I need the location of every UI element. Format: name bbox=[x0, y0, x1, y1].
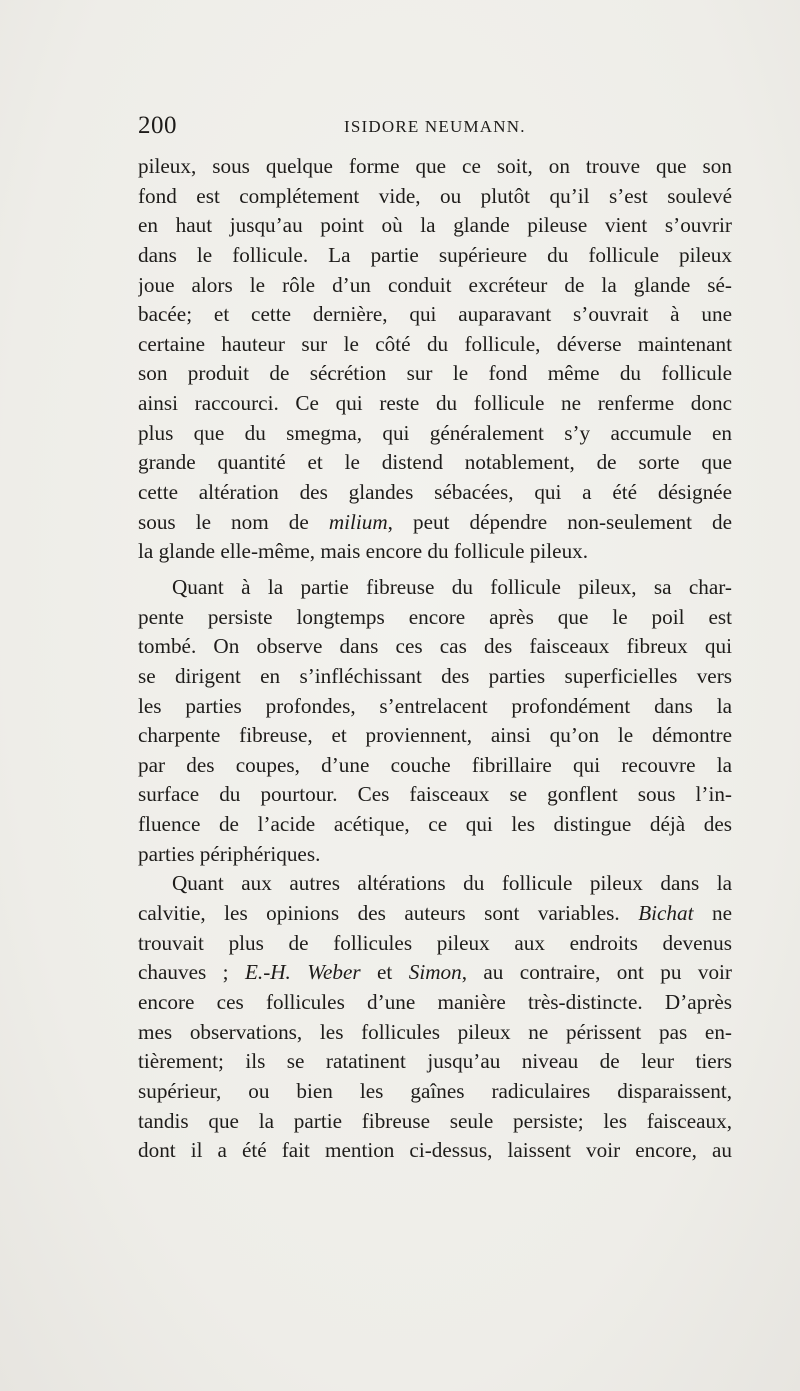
text-line: dans le follicule. La partie supérieure du follicule pileux bbox=[138, 242, 732, 267]
text-run: chauves ; bbox=[138, 960, 245, 985]
text-line: tandis que la partie fibreuse seule persiste; les faisceaux, bbox=[138, 1108, 732, 1133]
page-header bbox=[138, 112, 730, 142]
text-run: et bbox=[360, 960, 409, 985]
text-line: se dirigent en s’infléchissant des parties superficielles vers bbox=[138, 663, 732, 688]
text-line: encore ces follicules d’une manière très-distincte. D’après bbox=[138, 989, 732, 1014]
italic-term: milium bbox=[328, 509, 388, 534]
text-line: Quant à la partie fibreuse du follicule pileux, sa char- bbox=[172, 574, 732, 599]
text-line: ainsi raccourci. Ce qui reste du follicule ne renferme donc bbox=[138, 391, 732, 416]
text-line: cette altération des glandes sébacées, qui a été désignée bbox=[138, 480, 732, 505]
text-run: sous le nom de bbox=[138, 509, 329, 534]
text-run: calvitie, les opinions des auteurs sont variables. bbox=[138, 901, 639, 926]
text-line: dont il a été fait mention ci-dessus, laissent voir encore, au bbox=[138, 1138, 732, 1163]
text-line: surface du pourtour. Ces faisceaux se gonflent sous l’in- bbox=[138, 782, 732, 807]
text-line: joue alors le rôle d’un conduit excréteur de la glande sé- bbox=[138, 272, 732, 297]
text-line: par des coupes, d’une couche fibrillaire qui recouvre la bbox=[138, 752, 732, 777]
text-line: trouvait plus de follicules pileux aux endroits devenus bbox=[138, 930, 732, 955]
text-line: charpente fibreuse, et proviennent, ainsi qu’on le démontre bbox=[138, 723, 732, 748]
text-line: en haut jusqu’au point où la glande pileuse vient s’ouvrir bbox=[138, 213, 732, 238]
text-line: supérieur, ou bien les gaînes radiculaires disparaissent, bbox=[138, 1078, 732, 1103]
text-line: fond est complétement vide, ou plutôt qu’il s’est soulevé bbox=[138, 183, 732, 208]
text-line: tièrement; ils se ratatinent jusqu’au niveau de leur tiers bbox=[138, 1049, 732, 1074]
text-run: , au contraire, ont pu voir bbox=[461, 960, 732, 985]
text-run: , peut dépendre non-seulement de bbox=[387, 509, 732, 534]
text-line: parties périphériques. bbox=[138, 841, 321, 866]
text-line: tombé. On observe dans ces cas des faisceaux fibreux qui bbox=[138, 634, 732, 659]
text-line: fluence de l’acide acétique, ce qui les distingue déjà des bbox=[138, 812, 732, 837]
italic-name: Bichat bbox=[638, 901, 694, 926]
text-line: bacée; et cette dernière, qui auparavant s’ouvrait à une bbox=[138, 302, 732, 327]
page-number: 200 bbox=[138, 112, 177, 139]
body-text bbox=[138, 152, 732, 1166]
text-line bbox=[138, 508, 732, 538]
text-run: ne bbox=[693, 901, 732, 926]
text-line: les parties profondes, s’entrelacent profondément dans la bbox=[138, 693, 732, 718]
text-line: mes observations, les follicules pileux ne périssent pas en- bbox=[138, 1019, 732, 1044]
text-line: son produit de sécrétion sur le fond même du follicule bbox=[138, 361, 732, 386]
text-line: grande quantité et le distend notablement, de sorte que bbox=[138, 450, 732, 475]
text-line bbox=[138, 899, 732, 929]
text-line: pileux, sous quelque forme que ce soit, on trouve que son bbox=[138, 154, 732, 178]
text-line bbox=[138, 958, 732, 988]
text-line: certaine hauteur sur le côté du follicule, déverse maintenant bbox=[138, 331, 732, 356]
text-line: pente persiste longtemps encore après que le poil est bbox=[138, 604, 732, 629]
text-line: plus que du smegma, qui généralement s’y accumule en bbox=[138, 420, 732, 445]
italic-name: E.-H. Weber bbox=[244, 960, 361, 985]
running-title: ISIDORE NEUMANN. bbox=[344, 117, 526, 136]
italic-name: Simon bbox=[408, 960, 462, 985]
text-line: la glande elle-même, mais encore du follicule pileux. bbox=[138, 539, 589, 564]
text-line: Quant aux autres altérations du follicule pileux dans la bbox=[172, 871, 732, 896]
